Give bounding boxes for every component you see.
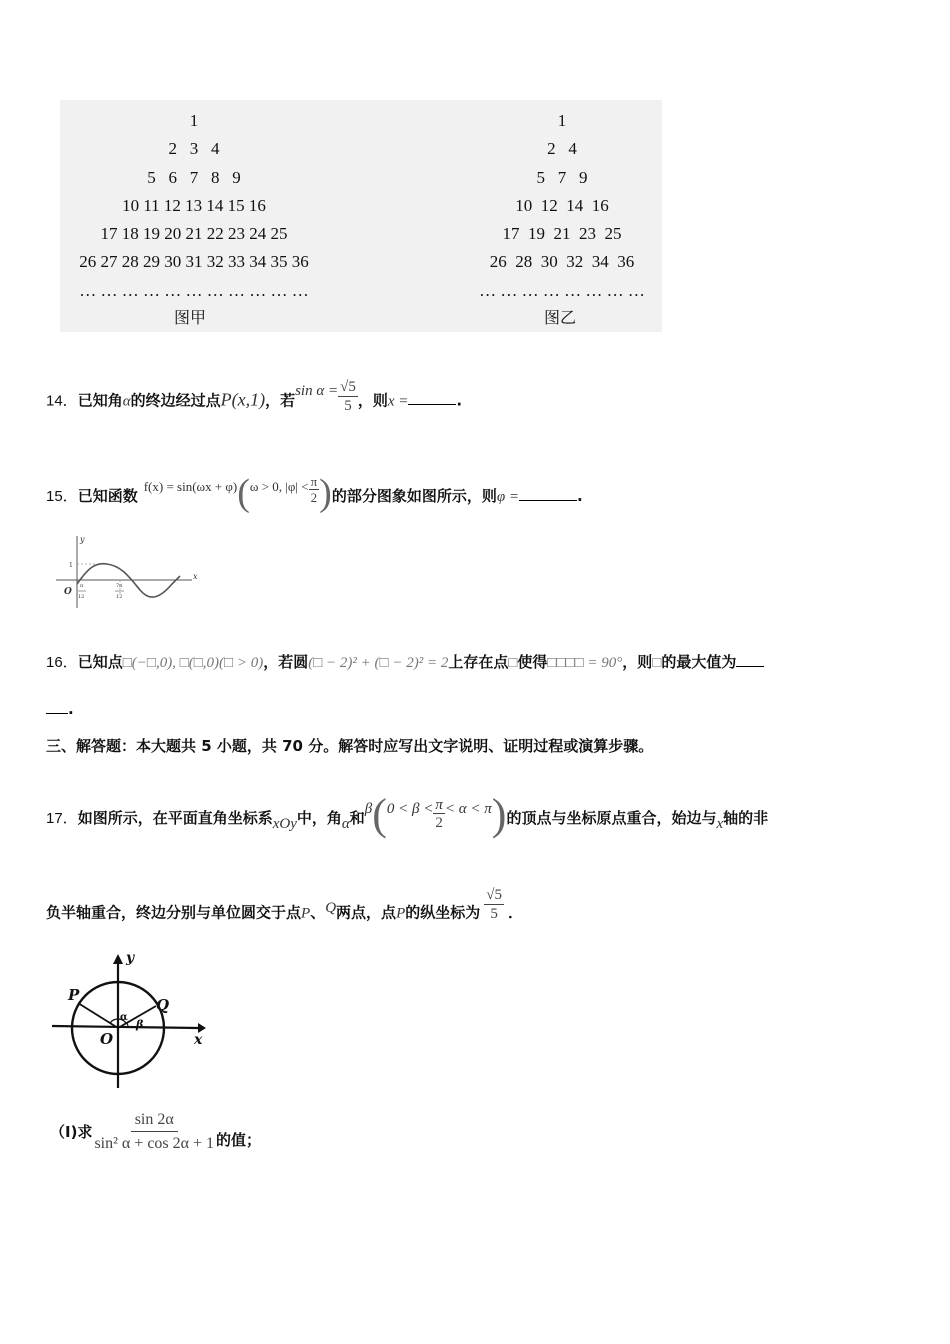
question-number: 16． (46, 654, 78, 671)
frac-top: √5 (340, 379, 356, 395)
q17-end: ． (507, 903, 523, 922)
frac-top: π (310, 474, 318, 490)
sine-graph (52, 532, 202, 612)
beta-symbol: β (364, 801, 373, 817)
p-symbol: P (301, 905, 311, 922)
question-16-line2 (46, 700, 74, 718)
frac-bot: sin² α + cos 2α + 1 (94, 1134, 215, 1152)
frac-bot: 5 (344, 397, 352, 414)
part1-suffix: 的值； (216, 1131, 262, 1150)
part1-fraction (94, 1111, 214, 1153)
number-triangles-figure (60, 100, 662, 332)
answer-blank[interactable] (519, 500, 577, 501)
tick2-top: 7π (116, 583, 123, 589)
question-number: 14． (46, 392, 78, 410)
question-17-part1 (50, 1111, 261, 1153)
points-ab: □(−□,0), □(□,0)(□ > 0) (122, 655, 264, 671)
triangle-row: 5 7 9 (536, 167, 588, 187)
section-3-title: 三、解答题：本大题共 5 小题，共 70 分。解答时应写出文字说明、证明过程或演算步骤。 (46, 737, 654, 755)
function-expression: f(x) = sin(ωx + φ) (143, 479, 238, 494)
q15-text: 的部分图象如图所示，则 (331, 487, 497, 505)
q17-text: 中，角 (296, 809, 342, 827)
point-p-placeholder: □ (508, 655, 518, 671)
condition-left: 0 < β < (386, 801, 434, 817)
terminal-side-p (78, 1003, 118, 1028)
frac-top: √5 (486, 887, 502, 903)
tick1-top: π (80, 583, 84, 589)
condition-right: < α < π (444, 801, 492, 817)
separator: 、 (310, 903, 326, 922)
sqrt5-over-5 (338, 379, 358, 415)
variable-placeholder: □ (652, 655, 662, 671)
q16-end: . (68, 700, 74, 718)
triangle-yi (448, 107, 676, 305)
triangle-row: 5 6 7 8 9 (147, 167, 241, 187)
origin-label: O (64, 587, 72, 597)
sin-alpha: sin α = (295, 383, 339, 400)
q17-text: 负半轴重合，终边分别与单位圆交于点 (46, 903, 302, 922)
answer-blank[interactable] (736, 666, 764, 667)
condition: ω > 0, |φ| < (249, 479, 309, 494)
unit-circle-figure (48, 948, 213, 1093)
q16-text: 使得 (517, 653, 548, 671)
tick1-bot: 12 (78, 594, 85, 600)
caption-jia: 图甲 (174, 308, 207, 327)
beta-label: β (136, 1018, 144, 1031)
q16-text: 已知点 (77, 653, 123, 671)
frac-bot: 2 (435, 815, 443, 832)
p-label: P (68, 986, 80, 1004)
question-17: 17．如图所示，在平面直角坐标系xOy中，角α和β(0 < β < $\frac{\pi}{2}$ < α < π)的顶点与坐标原点重合，始边与x轴的非 (46, 790, 769, 839)
sqrt5-over-5 (484, 887, 504, 923)
triangle-row: 2 4 (547, 139, 577, 159)
q14-text: 已知角 (77, 391, 123, 410)
triangle-row: 1 (557, 111, 567, 130)
x-label: x (194, 1032, 203, 1048)
triangle-row: 10 12 14 16 (515, 195, 609, 215)
alpha-symbol: α (341, 816, 350, 832)
x-symbol: x (716, 816, 724, 832)
angle-condition: □□□□ = 90° (547, 655, 623, 671)
q16-text: ，则 (622, 653, 653, 671)
answer-blank[interactable] (408, 404, 456, 405)
frac-top: sin 2α (131, 1111, 178, 1132)
q-label: Q (156, 996, 170, 1014)
frac-bot: 5 (490, 905, 498, 922)
x-label: x (193, 572, 198, 581)
caption-yi: 图乙 (544, 308, 577, 327)
question-number: 17． (46, 810, 78, 827)
triangle-row: 17 19 21 23 25 (502, 224, 622, 244)
question-15: 15．已知函数f(x) = sin(ωx + φ)(ω > 0, |φ| < $\frac{\pi}{2}$ )的部分图象如图所示，则φ = . (46, 472, 583, 514)
circle-equation: (□ − 2)² + (□ − 2)² = 2 (308, 655, 449, 671)
pi-over-2 (309, 475, 320, 506)
q17-text: 如图所示，在平面直角坐标系 (77, 809, 273, 827)
q14-end: . (456, 391, 463, 410)
answer-blank-cont[interactable] (46, 713, 68, 714)
triangle-row: 26 27 28 29 30 31 32 33 34 35 36 (79, 252, 309, 272)
q14-text: ，则 (357, 391, 388, 410)
question-14 (46, 379, 463, 419)
question-17-line2 (46, 887, 523, 931)
q14-text: 的终边经过点 (130, 391, 221, 410)
pi-over-2 (433, 797, 445, 833)
triangle-row: 2 3 4 (168, 139, 220, 159)
y-label: y (80, 535, 85, 544)
x-equals: x = (387, 393, 409, 410)
q17-text: 和 (349, 809, 365, 827)
xoy-symbol: xOy (272, 816, 297, 832)
q17-text: 轴的非 (723, 809, 769, 827)
one-label: 1 (69, 562, 73, 569)
q14-text: ，若 (265, 391, 296, 410)
triangle-row: 26 28 30 32 34 36 (489, 252, 635, 272)
triangle-row: 1 (189, 111, 199, 130)
triangle-row: 10 11 12 13 14 15 16 (122, 195, 266, 215)
point-p: P(x,1) (220, 389, 266, 410)
tick2-bot: 12 (116, 594, 123, 600)
q16-text: 的最大值为 (661, 653, 737, 671)
part1-prefix: （I)求 (50, 1123, 93, 1142)
q15-text: 已知函数 (77, 487, 138, 505)
q-symbol: Q (325, 900, 337, 917)
question-16 (46, 651, 764, 672)
origin-label: O (100, 1030, 114, 1048)
p-symbol: P (396, 905, 406, 922)
triangle-row: 17 18 19 20 21 22 23 24 25 (100, 224, 288, 244)
q17-text: 两点，点 (336, 903, 397, 922)
triangle-row: … … … … … … … … (479, 280, 645, 300)
frac-bot: 2 (310, 490, 318, 506)
phi-equals: φ = (496, 489, 520, 505)
alpha-label: α (120, 1012, 128, 1023)
question-number: 15． (46, 488, 78, 505)
q16-text: ，若圆 (263, 653, 309, 671)
triangle-row: … … … … … … … … … … … (79, 280, 309, 300)
q15-end: . (577, 487, 583, 505)
x-axis (52, 1026, 198, 1028)
q17-text: 的顶点与坐标原点重合，始边与 (506, 809, 717, 827)
q16-text: 上存在点 (448, 653, 509, 671)
y-label: y (126, 950, 135, 966)
q17-text: 的纵坐标为 (405, 903, 481, 922)
alpha-symbol: α (122, 393, 131, 410)
frac-top: π (435, 796, 443, 813)
triangle-jia (60, 107, 328, 305)
